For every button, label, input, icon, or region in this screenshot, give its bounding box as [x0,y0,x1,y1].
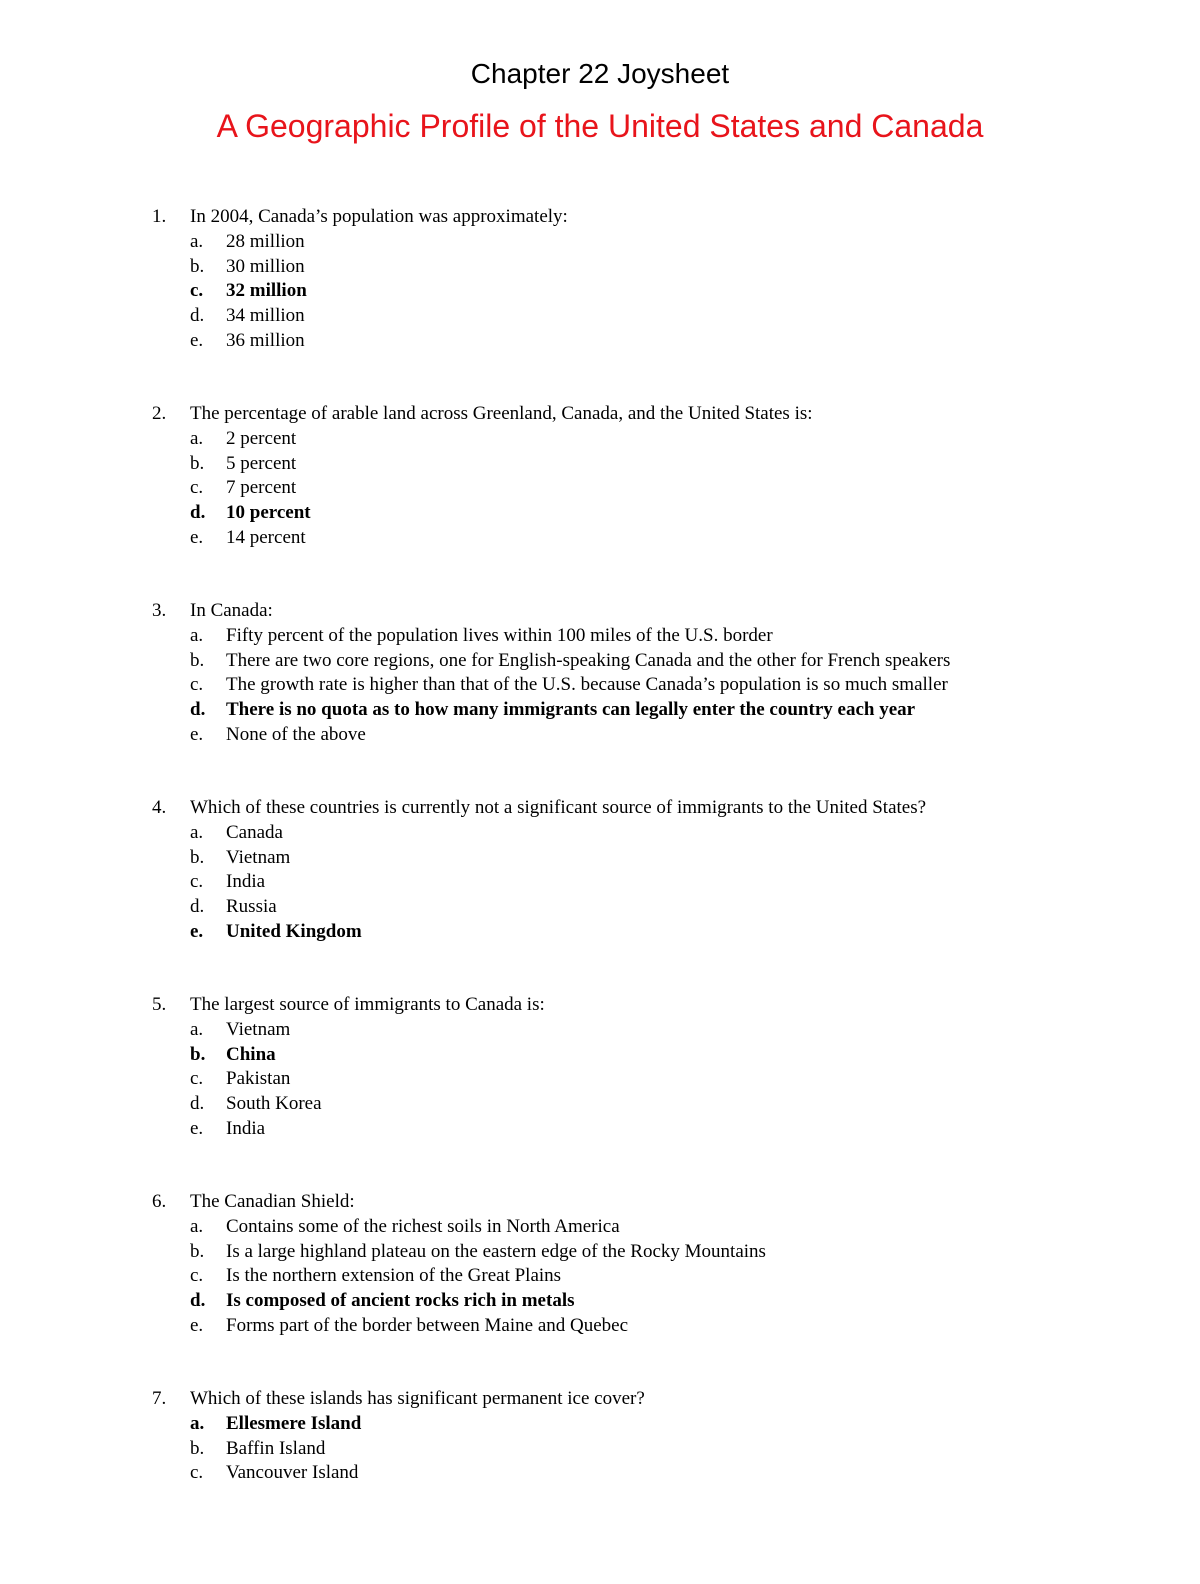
option-text: India [226,871,266,893]
option-letter: b. [190,452,205,474]
question-7 [0,1387,1200,1584]
option-letter: b. [190,846,205,868]
option-text: Vietnam [226,1018,291,1040]
option-letter: e. [190,526,204,548]
answer-option-correct [0,698,1200,723]
option-letter: a. [190,624,204,646]
option-text: India [226,1117,266,1139]
option-text: Is a large highland plateau on the eastern edge of the Rocky Mountains [226,1240,766,1262]
question-1 [0,205,1200,402]
option-text: Ellesmere Island [226,1412,362,1434]
question-text: In 2004, Canada’s population was approximately: [190,206,568,227]
option-text: 32 million [226,280,307,302]
option-letter: a. [190,1018,204,1040]
question-stem [0,1387,1200,1412]
question-stem [0,599,1200,624]
option-letter: b. [190,1240,205,1262]
option-text: Contains some of the richest soils in North America [226,1215,620,1237]
option-letter: a. [190,1412,205,1434]
option-text: Canada [226,821,283,843]
option-letter: b. [190,649,205,671]
option-letter: b. [190,255,205,277]
question-stem [0,205,1200,230]
option-text: The growth rate is higher than that of the U.S. because Canada’s population is so much smaller [226,674,948,696]
question-stem [0,796,1200,821]
answer-option-correct [0,1412,1200,1437]
answer-option-correct [0,1289,1200,1314]
option-letter: c. [190,1068,204,1090]
question-text: The largest source of immigrants to Canada is: [190,994,545,1015]
answer-option [0,649,1200,674]
option-text: South Korea [226,1093,322,1115]
option-letter: a. [190,1215,204,1237]
option-letter: e. [190,920,204,942]
option-text: Baffin Island [226,1437,326,1459]
option-text: 34 million [226,305,305,327]
answer-option [0,255,1200,280]
option-letter: e. [190,723,204,745]
question-stem [0,993,1200,1018]
question-3 [0,599,1200,796]
answer-option [0,1461,1200,1486]
question-number: 6. [152,1191,167,1212]
answer-option [0,1067,1200,1092]
option-text: 14 percent [226,526,306,548]
answer-option [0,427,1200,452]
question-text: Which of these countries is currently not a significant source of immigrants to the United States? [190,797,927,818]
option-letter: e. [190,1314,204,1336]
option-letter: a. [190,427,204,449]
option-letter: d. [190,1093,205,1115]
answer-option [0,870,1200,895]
question-text: Which of these islands has significant permanent ice cover? [190,1388,645,1409]
option-letter: e. [190,1117,204,1139]
option-letter: e. [190,329,204,351]
option-letter: d. [190,896,205,918]
question-number: 7. [152,1388,167,1409]
answer-option [0,1314,1200,1339]
question-4 [0,796,1200,993]
option-text: Vancouver Island [226,1462,359,1484]
option-letter: c. [190,1462,204,1484]
answer-option-correct [0,920,1200,945]
answer-option [0,1264,1200,1289]
option-letter: a. [190,230,204,252]
page-title: Chapter 22 Joysheet [470,58,730,89]
answer-option [0,452,1200,477]
answer-option [0,1437,1200,1462]
answer-option [0,329,1200,354]
answer-option [0,230,1200,255]
option-text: 36 million [226,329,305,351]
option-letter: c. [190,871,204,893]
option-text: None of the above [226,723,366,745]
answer-option [0,895,1200,920]
question-stem [0,1190,1200,1215]
option-text: China [226,1043,276,1065]
option-letter: a. [190,821,204,843]
option-text: United Kingdom [226,920,362,942]
option-text: There are two core regions, one for English-speaking Canada and the other for French speakers [226,649,951,671]
question-number: 2. [152,403,167,424]
option-text: Forms part of the border between Maine and Quebec [226,1314,629,1336]
answer-option-correct [0,279,1200,304]
answer-option [0,1240,1200,1265]
question-2 [0,402,1200,599]
option-text: 2 percent [226,427,297,449]
option-letter: c. [190,477,204,499]
answer-option [0,821,1200,846]
option-letter: b. [190,1043,206,1065]
option-text: 7 percent [226,477,297,499]
option-text: 10 percent [226,502,311,524]
question-5 [0,993,1200,1190]
question-number: 1. [152,206,167,227]
answer-option-correct [0,1043,1200,1068]
option-letter: d. [190,305,205,327]
answer-option [0,526,1200,551]
answer-option [0,1117,1200,1142]
question-stem [0,402,1200,427]
option-text: 30 million [226,255,305,277]
option-text: 5 percent [226,452,297,474]
answer-option [0,673,1200,698]
option-text: Vietnam [226,846,291,868]
option-letter: c. [190,1265,204,1287]
option-text: 28 million [226,230,305,252]
option-text: Fifty percent of the population lives within 100 miles of the U.S. border [226,624,773,646]
question-text: In Canada: [190,600,273,621]
answer-option [0,476,1200,501]
question-number: 5. [152,994,167,1015]
question-number: 3. [152,600,167,621]
option-letter: d. [190,502,206,524]
option-text: Russia [226,896,277,918]
answer-option [0,624,1200,649]
option-letter: c. [190,674,204,696]
answer-option [0,846,1200,871]
option-text: Pakistan [226,1068,291,1090]
answer-option-correct [0,501,1200,526]
answer-option [0,304,1200,329]
question-number: 4. [152,797,167,818]
question-text: The Canadian Shield: [190,1191,355,1212]
option-text: Is composed of ancient rocks rich in metals [226,1290,575,1312]
option-letter: b. [190,1437,205,1459]
option-text: Is the northern extension of the Great Plains [226,1265,562,1287]
answer-option [0,1018,1200,1043]
answer-option [0,1215,1200,1240]
page-subtitle: A Geographic Profile of the United States and Canada [216,108,984,144]
question-list [0,205,1200,1584]
option-text: There is no quota as to how many immigrants can legally enter the country each year [226,699,916,721]
answer-option [0,723,1200,748]
option-letter: d. [190,1290,206,1312]
question-6 [0,1190,1200,1387]
option-letter: c. [190,280,204,302]
answer-option [0,1092,1200,1117]
question-text: The percentage of arable land across Greenland, Canada, and the United States is: [190,403,813,424]
option-letter: d. [190,699,206,721]
